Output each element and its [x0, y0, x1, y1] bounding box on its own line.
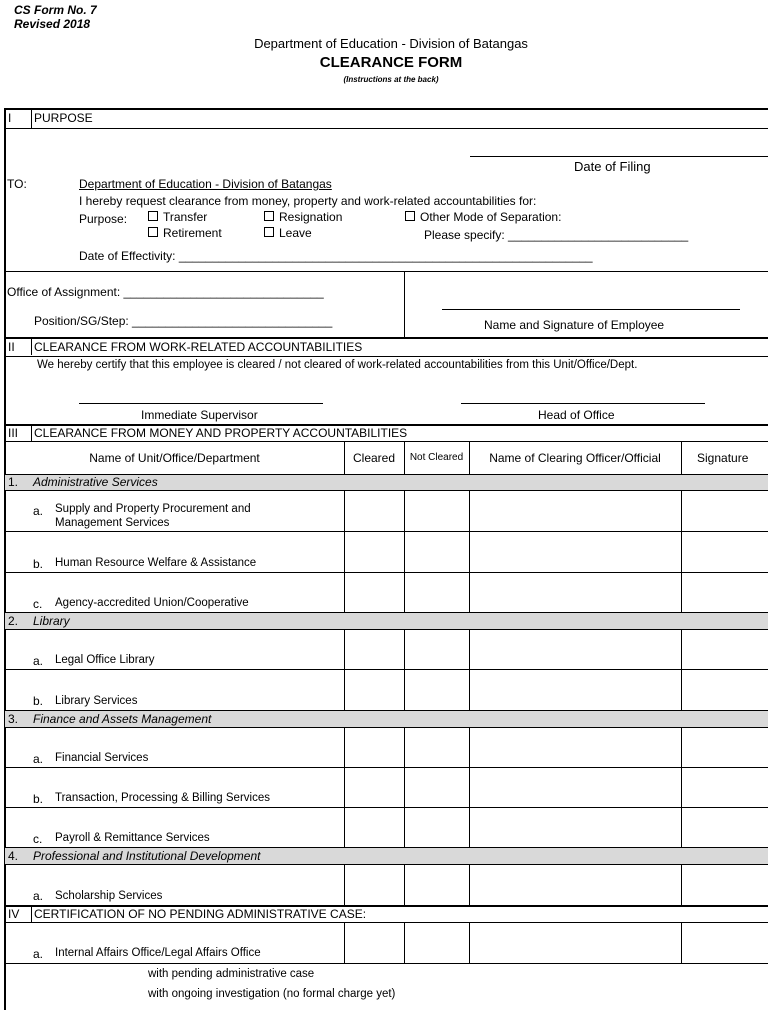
item-letter: b. [33, 694, 44, 708]
to-value: Department of Education - Division of Batangas [79, 177, 332, 191]
item-label: Legal Office Library [55, 654, 155, 666]
form-revision: Revised 2018 [14, 17, 91, 31]
option-other[interactable]: Other Mode of Separation: [405, 210, 561, 224]
instructions-note: (Instructions at the back) [343, 75, 439, 84]
item-label: Financial Services [55, 752, 149, 764]
item-label: Scholarship Services [55, 890, 163, 902]
col-officer: Name of Clearing Officer/Official [489, 451, 661, 465]
checkbox-icon[interactable] [264, 227, 274, 237]
item-letter: c. [33, 597, 43, 611]
page-title: CLEARANCE FORM [319, 54, 463, 71]
option-transfer[interactable]: Transfer [148, 210, 207, 224]
employee-signature-label: Name and Signature of Employee [484, 318, 665, 332]
date-filing-line[interactable] [470, 156, 768, 157]
office-assignment-field[interactable]: Office of Assignment: ______________________________ [7, 285, 324, 299]
item-letter: a. [33, 654, 44, 668]
section1-title: PURPOSE [34, 111, 93, 125]
checkbox-icon[interactable] [148, 227, 158, 237]
col-not-cleared: Not Cleared [409, 452, 464, 463]
pending-case-option[interactable]: with pending administrative case [148, 968, 315, 980]
checkbox-icon[interactable] [148, 211, 158, 221]
item-letter: b. [33, 792, 44, 806]
section3-title: CLEARANCE FROM MONEY AND PROPERTY ACCOUNTABILITIES [34, 426, 408, 440]
request-text: I hereby request clearance from money, property and work-related accountabilities for: [79, 194, 537, 208]
section2-title: CLEARANCE FROM WORK-RELATED ACCOUNTABILITIES [34, 340, 363, 354]
group-number: 1. [8, 475, 19, 489]
item-label: Library Services [55, 695, 138, 707]
section4-title: CERTIFICATION OF NO PENDING ADMINISTRATIVE CASE: [34, 907, 367, 921]
checkbox-icon[interactable] [264, 211, 274, 221]
group-name: Library [33, 614, 70, 628]
item-label: Agency-accredited Union/Cooperative [55, 597, 249, 609]
section3-number: III [8, 426, 19, 440]
item-letter: a. [33, 504, 44, 518]
group-name: Finance and Assets Management [33, 712, 212, 726]
col-signature: Signature [697, 451, 749, 465]
purpose-label: Purpose: [79, 212, 128, 226]
employee-signature-line[interactable] [442, 309, 740, 310]
certify-text: We hereby certify that this employee is cleared / not cleared of work-related accountabilities from this Unit/Office/Dept. [37, 359, 638, 371]
date-filing-label: Date of Filing [574, 159, 651, 174]
group-number: 3. [8, 712, 19, 726]
position-field[interactable]: Position/SG/Step: ______________________________ [34, 314, 333, 328]
option-retirement[interactable]: Retirement [148, 226, 222, 240]
please-specify-field[interactable]: Please specify: ___________________________ [424, 228, 689, 242]
item-label: Transaction, Processing & Billing Services [55, 792, 270, 804]
head-label: Head of Office [538, 408, 615, 422]
item-label: Supply and Property Procurement and [55, 503, 251, 515]
item-letter: a. [33, 947, 44, 961]
group-name: Professional and Institutional Development [33, 849, 261, 863]
head-line[interactable] [461, 403, 705, 404]
option-leave[interactable]: Leave [264, 226, 312, 240]
col-cleared: Cleared [352, 451, 396, 465]
section4-number: IV [8, 907, 20, 921]
option-resignation[interactable]: Resignation [264, 210, 342, 224]
item-label-cont: Management Services [55, 517, 170, 529]
section1-number: I [8, 111, 12, 125]
group-name: Administrative Services [33, 475, 158, 489]
checkbox-icon[interactable] [405, 211, 415, 221]
supervisor-label: Immediate Supervisor [141, 408, 258, 422]
supervisor-line[interactable] [79, 403, 323, 404]
item-letter: c. [33, 832, 43, 846]
group-number: 4. [8, 849, 19, 863]
item-letter: b. [33, 557, 44, 571]
agency-name: Department of Education - Division of Batangas [254, 36, 528, 51]
item-label: Internal Affairs Office/Legal Affairs Office [55, 947, 261, 959]
group-number: 2. [8, 614, 19, 628]
section2-number: II [8, 340, 15, 354]
item-letter: a. [33, 752, 44, 766]
item-label: Payroll & Remittance Services [55, 832, 210, 844]
item-label: Human Resource Welfare & Assistance [55, 557, 257, 569]
to-label: TO: [7, 177, 27, 191]
ongoing-investigation-option[interactable]: with ongoing investigation (no formal charge yet) [148, 988, 396, 1000]
col-unit: Name of Unit/Office/Department [89, 451, 260, 465]
item-letter: a. [33, 889, 44, 903]
date-effectivity-field[interactable]: Date of Effectivity: ______________________________________________________________ [79, 249, 593, 263]
form-number: CS Form No. 7 [14, 3, 97, 17]
